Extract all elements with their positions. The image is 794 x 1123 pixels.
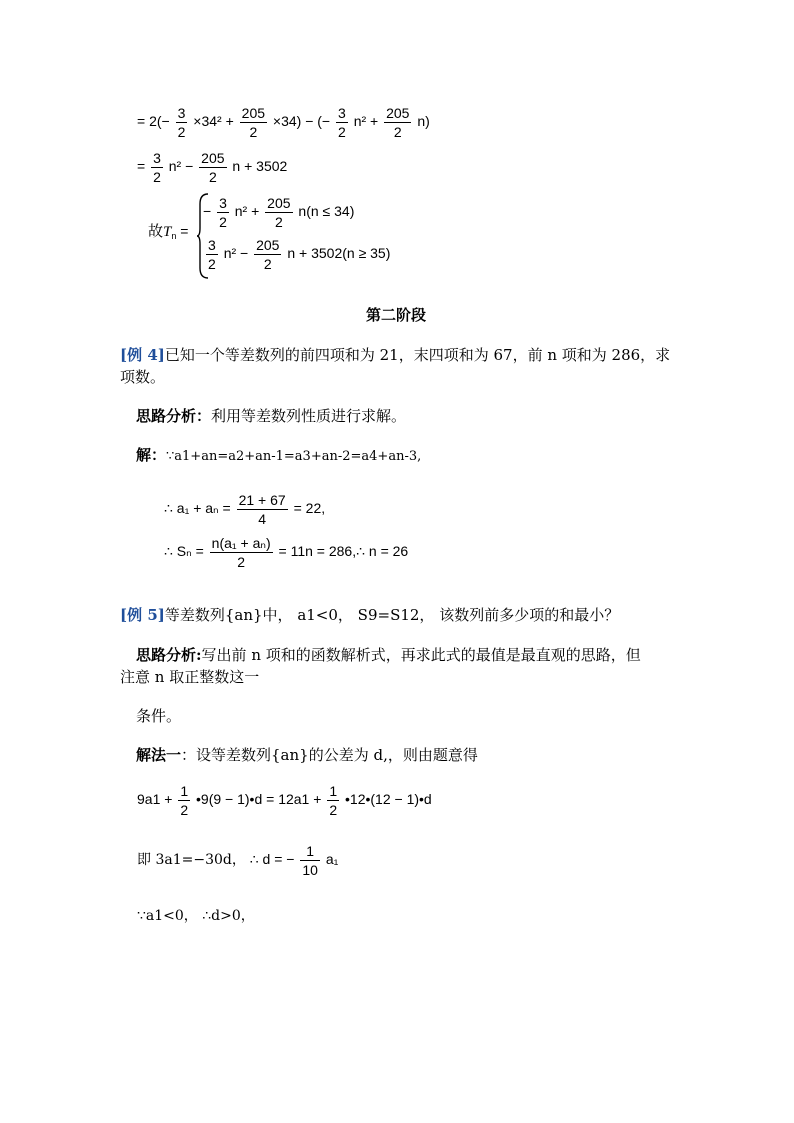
eq-line-1: = 2(− $\frac{3}{2}$ ×34² + $\frac{205}{2}$ ×34) − (− $\frac{3}{2}$ n² + $\frac{205}{2}$ n) (137, 105, 430, 140)
fraction: $\frac{205}{2}$ (241, 105, 266, 140)
example-4-eq-1: ∴ a₁ + aₙ = $\frac{21 + 67}{4}$ = 22, (164, 492, 326, 527)
fraction: $\frac{3}{2}$ (219, 195, 227, 230)
fraction: $\frac{\text{n(a₁ + aₙ)}}{2}$ (211, 535, 271, 570)
example-5-method-1: 解法一：设等差数列{an}的公差为 d,，则由题意得 (136, 746, 478, 764)
fraction: $\frac{205}{2}$ (386, 105, 410, 140)
example-5-eq-3: 9a1 + $\frac{1}{2}$ •9(9 − 1)•d = 12a1 + $\frac{1}{2}$ •12•(12 − 1)•d (137, 783, 432, 818)
fraction: $\frac{3}{2}$ (338, 105, 346, 140)
example-5-analysis-3: 条件。 (136, 707, 182, 725)
fraction: $\frac{3}{2}$ (208, 237, 216, 272)
fraction: $\frac{21 + 67}{4}$ (238, 492, 286, 527)
example-4-solution: 解：∵a1+an=a2+an-1=a3+an-2=a4+an-3, (136, 446, 422, 464)
example-4-analysis: 思路分析：利用等差数列性质进行求解。 (136, 407, 407, 425)
example-5-line-1: [例 5]等差数列{an}中， a1<0， S9=S12， 该数列前多少项的和最小？ (120, 606, 620, 624)
fraction: $\frac{205}{2}$ (256, 237, 280, 272)
example-tag: [例 5] (120, 606, 165, 624)
fraction: $\frac{1}{10}$ (302, 843, 318, 878)
piecewise-case-1: − $\frac{3}{2}$ n² + $\frac{205}{2}$ n(n ≤ 34) (203, 195, 355, 230)
fraction: $\frac{205}{2}$ (267, 195, 291, 230)
piecewise-case-2: $\frac{3}{2}$ n² − $\frac{205}{2}$ n + 3502(n ≥ 35) (208, 237, 391, 272)
section-title: 第二阶段 (366, 306, 427, 324)
piecewise-label: 故$T_n$ = (148, 222, 189, 241)
example-5-analysis-2: 注意 n 取正整数这一 (120, 668, 260, 686)
example-tag: [例 4] (120, 346, 165, 364)
example-4-eq-2: ∴ Sₙ = $\frac{\text{n(a₁ + aₙ)}}{2}$ = 11n = 286,∴ n = 26 (164, 535, 409, 570)
example-5-analysis-1: 思路分析:写出前 n 项和的函数解析式，再求此式的最值是最直观的思路，但 (136, 646, 641, 664)
fraction: $\frac{205}{2}$ (201, 150, 225, 185)
example-4-line-1: [例 4]已知一个等差数列的前四项和为 21，末四项和为 67，前 n 项和为 286，求 (120, 346, 671, 364)
fraction: $\frac{1}{2}$ (329, 783, 338, 818)
fraction: $\frac{3}{2}$ (177, 105, 186, 140)
example-4-line-2: 项数。 (120, 368, 166, 386)
fraction: $\frac{3}{2}$ (153, 150, 161, 185)
fraction: $\frac{1}{2}$ (180, 783, 189, 818)
example-5-eq-5: ∵a1<0， ∴d>0， (137, 908, 255, 924)
eq-line-2: = $\frac{3}{2}$ n² − $\frac{205}{2}$ n + 3502 (137, 150, 288, 185)
example-5-eq-4: 即 3a1=−30d， ∴ d = − $\frac{1}{10}$ a₁ (137, 843, 339, 878)
